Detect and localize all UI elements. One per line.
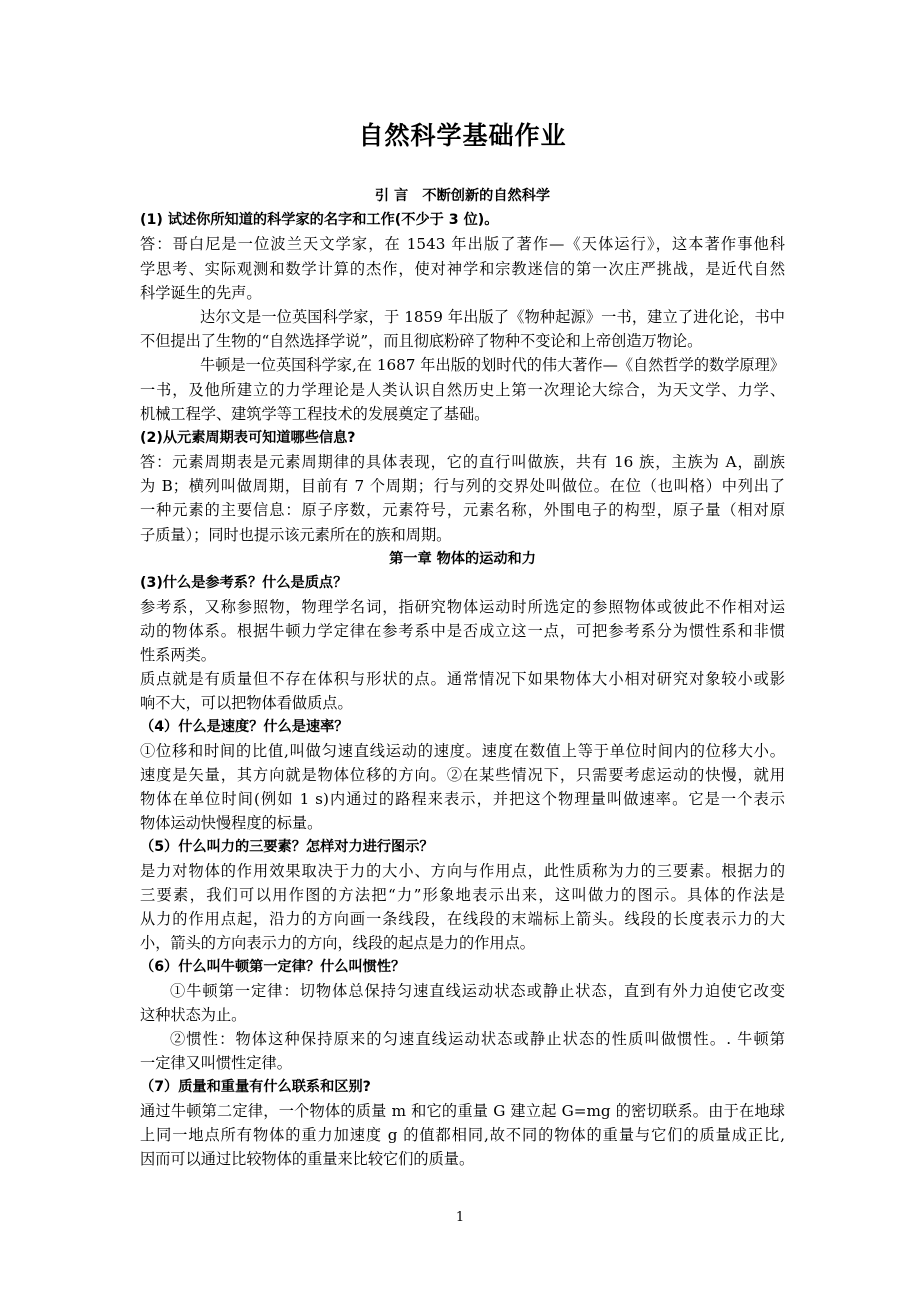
chapter-1-heading: 第一章 物体的运动和力 [389,551,536,567]
answer-2-line: 答：元素周期表是元素周期律的具体表现，它的直行叫做族，共有 16 族，主族为 A，副族 [140,453,785,471]
question-6: （6）什么叫牛顿第一定律？什么叫惯性？ [140,959,406,975]
answer-7-line: 上同一地点所有物体的重力加速度 g 的值都相同,故不同的物体的重量与它们的质量成正比, [140,1126,785,1144]
question-4: （4）什么是速度？什么是速率？ [140,719,349,735]
answer-3-line: 响不大，可以把物体看做质点。 [140,694,353,712]
answer-4-line: 速度是矢量，其方向就是物体位移的方向。②在某些情况下，只需要考虑运动的快慢，就用 [140,766,785,784]
question-7: （7）质量和重量有什么联系和区别? [140,1079,371,1095]
answer-1-line: 科学诞生的先声。 [140,284,262,302]
answer-4-line: ①位移和时间的比值,叫做匀速直线运动的速度。速度在数值上等于单位时间内的位移大小。 [140,742,785,760]
answer-6-line: ②惯性：物体这种保持原来的匀速直线运动状态或静止状态的性质叫做惯性。. 牛顿第 [170,1030,785,1048]
answer-5-line: 三要素，我们可以用作图的方法把“力”形象地表示出来，这叫做力的图示。具体的作法是 [140,886,785,904]
question-1: (1) 试述你所知道的科学家的名字和工作(不少于 3 位)。 [140,212,499,228]
answer-1-line: 学思考、实际观测和数学计算的杰作，使对神学和宗教迷信的第一次庄严挑战，是近代自然 [140,260,785,278]
answer-1-line: 机械工程学、建筑学等工程技术的发展奠定了基础。 [140,405,490,423]
question-2: (2)从元素周期表可知道哪些信息? [140,430,356,446]
answer-5-line: 小，箭头的方向表示力的方向，线段的起点是力的作用点。 [140,934,535,952]
answer-2-line: 一种元素的主要信息：原子序数，元素符号，元素名称，外围电子的构型，原子量（相对原 [140,501,785,519]
answer-3-line: 质点就是有质量但不存在体积与形状的点。通常情况下如果物体大小相对研究对象较小或影 [140,670,785,688]
answer-6-line: ①牛顿第一定律：切物体总保持匀速直线运动状态或静止状态，直到有外力迫使它改变 [170,982,785,1000]
answer-6-line: 这种状态为止。 [140,1006,247,1024]
answer-3-line: 参考系，又称参照物，物理学名词，指研究物体运动时所选定的参照物体或彼此不作相对运 [140,598,785,616]
answer-4-line: 物体在单位时间(例如 1 s)内通过的路程来表示，并把这个物理量叫做速率。它是一个表示 [140,790,785,808]
answer-7-line: 通过牛顿第二定律，一个物体的质量 m 和它的重量 G 建立起 G=mg 的密切联系。由于在地球 [140,1102,785,1120]
answer-1-line: 答：哥白尼是一位波兰天文学家，在 1543 年出版了著作—《天体运行》，这本著作事他科 [140,235,785,253]
answer-4-line: 物体运动快慢程度的标量。 [140,814,323,832]
document-title: 自然科学基础作业 [358,121,567,150]
answer-6-line: 一定律又叫惯性定律。 [140,1054,292,1072]
intro-heading: 引 言 不断创新的自然科学 [374,188,551,204]
answer-5-line: 从力的作用点起，沿力的方向画一条线段，在线段的末端标上箭头。线段的长度表示力的大 [140,910,785,928]
page-number: 1 [455,1210,465,1225]
answer-1-line: 达尔文是一位英国科学家，于 1859 年出版了《物种起源》一书，建立了进化论，书中 [200,308,785,326]
answer-5-line: 是力对物体的作用效果取决于力的大小、方向与作用点，此性质称为力的三要素。根据力的 [140,862,785,880]
answer-3-line: 动的物体系。根据牛顿力学定律在参考系中是否成立这一点，可把参考系分为惯性系和非惯 [140,622,785,640]
question-3: (3)什么是参考系？什么是质点？ [140,575,348,591]
answer-1-line: 牛顿是一位英国科学家,在 1687 年出版的划时代的伟大著作—《自然哲学的数学原理》 [200,356,785,374]
answer-3-line: 性系两类。 [140,646,216,664]
answer-2-line: 子质量）；同时也提示该元素所在的族和周期。 [140,526,452,544]
answer-2-line: 为 B；横列叫做周期，目前有 7 个周期；行与列的交界处叫做位。在位（也叫格）中列出了 [140,477,785,495]
answer-7-line: 因而可以通过比较物体的重量来比较它们的质量。 [140,1150,475,1168]
question-5: （5）什么叫力的三要素？怎样对力进行图示？ [140,839,434,855]
answer-1-line: 一书，及他所建立的力学理论是人类认识自然历史上第一次理论大综合，为天文学、力学、 [140,381,785,399]
answer-1-line: 不但提出了生物的“自然选择学说”，而且彻底粉碎了物种不变论和上帝创造万物论。 [140,332,703,350]
